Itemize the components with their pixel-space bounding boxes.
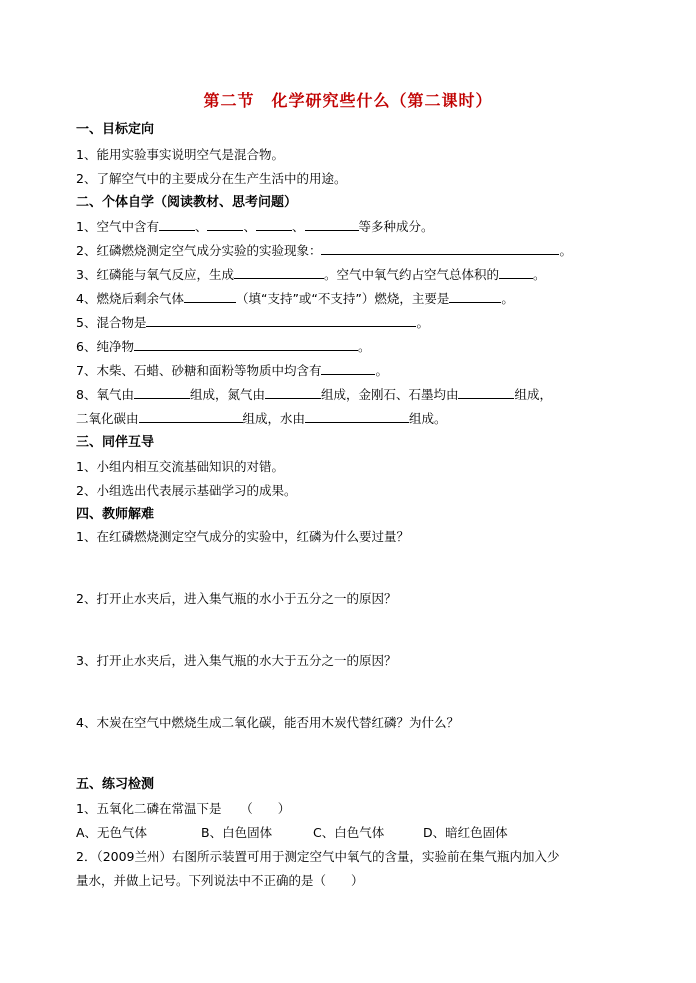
blank[interactable] — [139, 409, 243, 423]
s3-item-2: 2、小组选出代表展示基础学习的成果。 — [76, 483, 297, 498]
s4-question-3: 3、打开止水夹后，进入集气瓶的水大于五分之一的原因？ — [76, 653, 397, 668]
blank[interactable] — [234, 265, 324, 279]
s2-question-8: 8、氧气由 组成，氮气由 组成，金刚石、石墨均由 组成， — [76, 387, 552, 402]
blank[interactable] — [256, 217, 292, 231]
option-c[interactable]: C、白色气体 — [313, 825, 385, 840]
blank[interactable] — [134, 337, 358, 351]
section-heading-1: 一、目标定向 — [76, 122, 155, 137]
s1-item-1: 1、能用实验事实说明空气是混合物。 — [76, 147, 284, 162]
s3-item-1: 1、小组内相互交流基础知识的对错。 — [76, 459, 284, 474]
blank[interactable] — [134, 385, 190, 399]
s2-question-3: 3、红磷能与氧气反应，生成 。空气中氧气约占空气总体积的 。 — [76, 267, 546, 282]
blank[interactable] — [159, 217, 195, 231]
section-heading-4: 四、教师解难 — [76, 507, 155, 522]
option-d[interactable]: D、暗红色固体 — [423, 825, 508, 840]
s4-question-1: 1、在红磷燃烧测定空气成分的实验中，红磷为什么要过量？ — [76, 529, 409, 544]
section-heading-3: 三、同伴互导 — [76, 435, 155, 450]
option-a[interactable]: A、无色气体 — [76, 825, 148, 840]
s4-question-4: 4、木炭在空气中燃烧生成二氧化碳，能否用木炭代替红磷？为什么？ — [76, 715, 459, 730]
s5-question-1-options — [76, 823, 508, 843]
s4-question-2: 2、打开止水夹后，进入集气瓶的水小于五分之一的原因？ — [76, 591, 397, 606]
s2-question-1: 1、空气中含有 、 、 、 等多种成分。 — [76, 219, 434, 234]
s2-question-4: 4、燃烧后剩余气体 （填“支持”或“不支持”）燃烧，主要是 。 — [76, 291, 514, 306]
s5-question-2-line-1: 2．（2009兰州）右图所示装置可用于测定空气中氧气的含量，实验前在集气瓶内加入少 — [76, 849, 560, 864]
blank[interactable] — [321, 361, 375, 375]
blank[interactable] — [499, 265, 533, 279]
s2-question-6: 6、纯净物 。 — [76, 339, 371, 354]
s5-question-2-line-2: 量水，并做上记号。下列说法中不正确的是（ ） — [76, 873, 364, 888]
blank[interactable] — [321, 241, 559, 255]
s2-question-2: 2、红磷燃烧测定空气成分实验的实验现象： 。 — [76, 243, 572, 258]
blank[interactable] — [449, 289, 501, 303]
s1-item-2: 2、了解空气中的主要成分在生产生活中的用途。 — [76, 171, 347, 186]
blank[interactable] — [207, 217, 243, 231]
blank[interactable] — [305, 217, 359, 231]
section-heading-2: 二、个体自学（阅读教材、思考问题） — [76, 195, 298, 210]
blank[interactable] — [265, 385, 321, 399]
s2-question-5: 5、混合物是 。 — [76, 315, 429, 330]
s5-question-1: 1、五氧化二磷在常温下是 （ ） — [76, 801, 291, 816]
page-title: 第二节 化学研究些什么（第二课时） — [203, 91, 493, 110]
blank[interactable] — [146, 313, 416, 327]
section-heading-5: 五、练习检测 — [76, 777, 155, 792]
blank[interactable] — [184, 289, 236, 303]
s2-question-8-continued: 二氧化碳由 组成，水由 组成。 — [76, 411, 447, 426]
blank[interactable] — [305, 409, 409, 423]
s2-question-7: 7、木柴、石蜡、砂糖和面粉等物质中均含有 。 — [76, 363, 388, 378]
option-b[interactable]: B、白色固体 — [201, 825, 273, 840]
blank[interactable] — [458, 385, 514, 399]
